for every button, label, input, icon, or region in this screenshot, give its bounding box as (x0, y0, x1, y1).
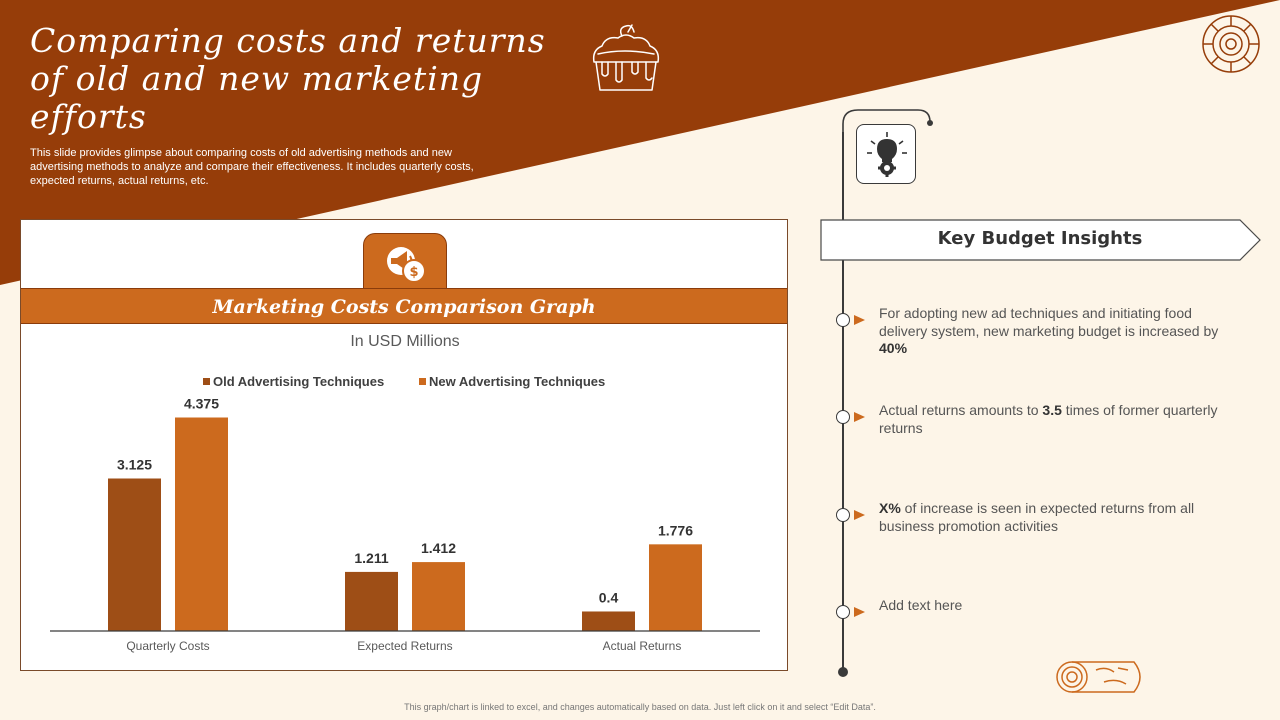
chart-header: Marketing Costs Comparison Graph (21, 288, 787, 324)
bar (345, 572, 398, 631)
megaphone-dollar-icon (383, 242, 429, 284)
footer-note: This graph/chart is linked to excel, and changes automatically based on data. Just left click on it and select “Edit Data”. (404, 702, 876, 712)
data-label: 1.776 (657, 522, 694, 539)
x-tick-label: Actual Returns (602, 639, 682, 653)
insights-header (820, 219, 1262, 261)
insight-text: Add text here (879, 597, 963, 613)
chart-legend (203, 374, 605, 389)
page-title: Comparing costs and returns of old and new marketing efforts (30, 21, 546, 136)
insights-title: Key Budget Insights (937, 228, 1143, 249)
timeline-end-dot (838, 667, 848, 677)
chart-bars (108, 396, 702, 632)
bar (582, 611, 635, 631)
chart-subtitle: In USD Millions (350, 333, 460, 350)
log-icon (1054, 658, 1148, 696)
legend-label: New Advertising Techniques (429, 374, 606, 389)
arrow-icon (854, 607, 865, 617)
insight-text: For adopting new ad techniques and initiating food delivery system, new marketing budget is increased by 40% (879, 305, 1219, 356)
bar (412, 562, 465, 631)
bar (108, 479, 161, 632)
chart-panel (20, 219, 788, 671)
spiral-ring-icon (1198, 12, 1264, 76)
x-axis-ticks (126, 639, 681, 653)
data-label: 1.412 (420, 540, 457, 557)
insight-text: X% of increase is seen in expected returns from all business promotion activities (879, 500, 1195, 534)
svg-text:$: $ (409, 265, 419, 280)
arrow-icon (854, 510, 865, 520)
data-label: 3.125 (116, 456, 153, 473)
legend-swatch (203, 378, 210, 385)
page-subtitle: This slide provides glimpse about comparing costs of old advertising methods and new advertising methods to analyze and compare their effectiveness. It includes quarterly costs, expected returns, actual returns, etc. (30, 147, 474, 187)
insight-text: Actual returns amounts to 3.5 times of former quarterly returns (879, 402, 1218, 436)
arrow-icon (854, 412, 865, 422)
chart-tab (363, 233, 447, 289)
timeline-node (836, 313, 850, 327)
legend-label: Old Advertising Techniques (213, 374, 385, 389)
bar (175, 418, 228, 632)
bar (649, 544, 702, 631)
bar-chart (21, 324, 787, 670)
data-label: 1.211 (354, 549, 389, 566)
timeline-node (836, 410, 850, 424)
data-label: 0.4 (598, 589, 619, 606)
bulb-box (856, 124, 916, 184)
timeline-node (836, 508, 850, 522)
x-tick-label: Quarterly Costs (126, 639, 210, 653)
arrow-icon (854, 315, 865, 325)
lightbulb-gear-icon (865, 131, 909, 177)
data-label: 4.375 (183, 395, 220, 412)
timeline-line (842, 132, 844, 672)
cake-icon (588, 22, 664, 94)
timeline-node (836, 605, 850, 619)
x-tick-label: Expected Returns (357, 639, 453, 653)
legend-swatch (419, 378, 426, 385)
